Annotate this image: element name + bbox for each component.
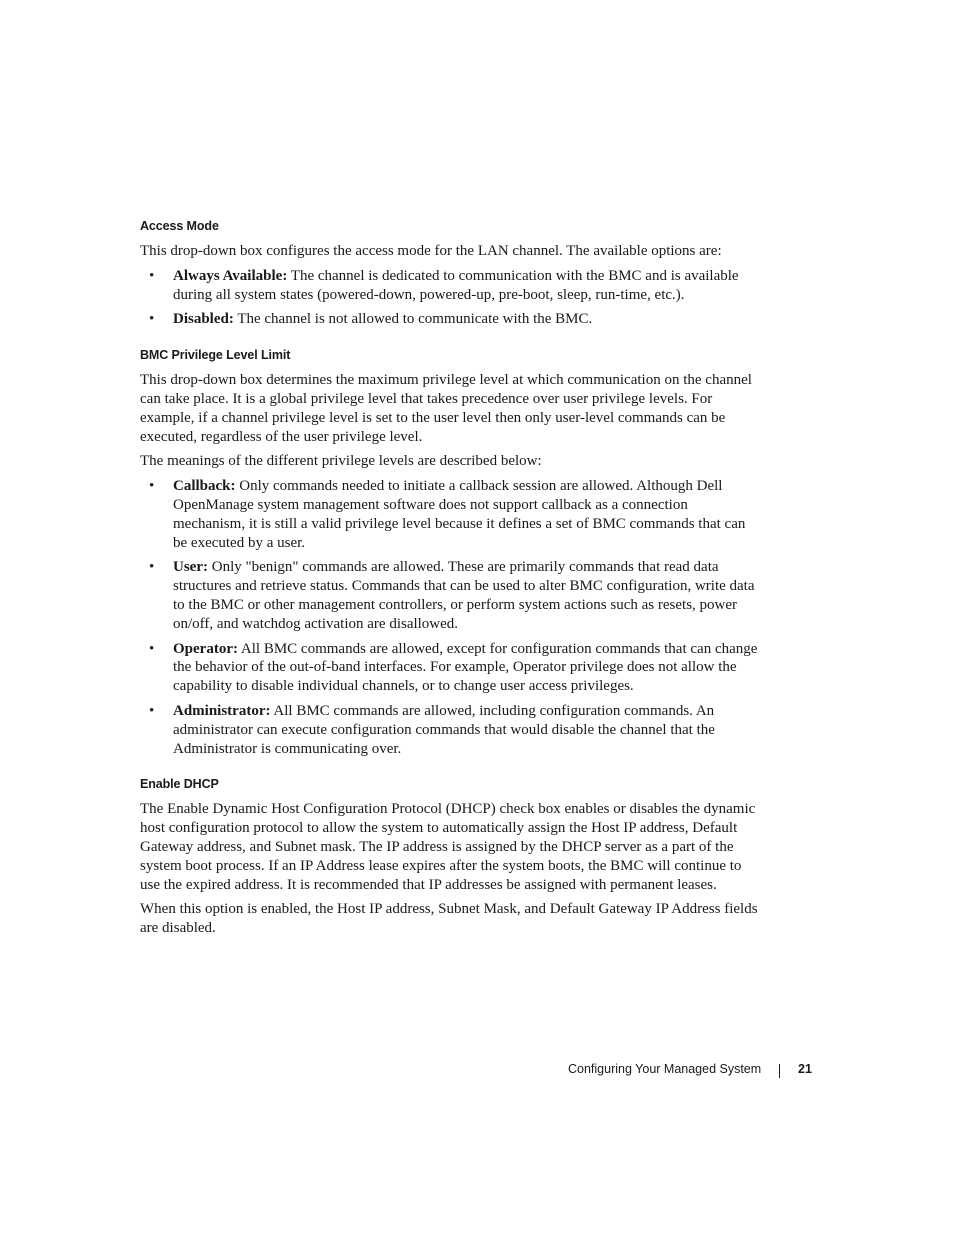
list-item-term: Always Available: bbox=[173, 267, 288, 284]
paragraph: The Enable Dynamic Host Configuration Protocol (DHCP) check box enables or disables the dynamic host configuration protocol to allow the system to automatically assign the Host IP address, Default Gateway address, and Subnet mask. The IP address is assigned by the DHCP server as a part of the system boot process. If an IP Address lease expires after the system boots, the BMC will continue to use the expired address. It is recommended that IP addresses be assigned with permanent leases. bbox=[140, 801, 756, 893]
section-heading: Access Mode bbox=[140, 219, 219, 233]
list-item-text: The channel is not allowed to communicate with the BMC. bbox=[233, 311, 593, 328]
section-enable-dhcp bbox=[140, 776, 758, 938]
section-heading: BMC Privilege Level Limit bbox=[140, 348, 291, 363]
paragraph: This drop-down box determines the maximum privilege level at which communication on the channel can take place. It is a global privilege level that takes precedence over user privilege levels. For example, if a channel privilege level is set to the user level then only user-level commands can be executed, regardless of the user privilege level. bbox=[140, 372, 752, 445]
list-item bbox=[140, 267, 758, 305]
list-item bbox=[140, 558, 758, 633]
bullet-icon: • bbox=[149, 267, 155, 284]
paragraph: The meanings of the different privilege levels are described below: bbox=[140, 453, 542, 470]
list-item-term: Administrator: bbox=[173, 702, 271, 719]
list-item bbox=[140, 477, 758, 552]
bullet-icon: • bbox=[149, 640, 155, 657]
bullet-icon: • bbox=[149, 478, 155, 495]
list-item-text: All BMC commands are allowed, except for configuration commands that can change the behavior of the out-of-band interfaces. For example, Operator privilege does not allow the capability to disable individual channels, or to change user access privileges. bbox=[173, 640, 758, 695]
paragraph: This drop-down box configures the access mode for the LAN channel. The available options are: bbox=[140, 243, 722, 259]
spacer bbox=[140, 335, 758, 347]
spacer bbox=[140, 764, 758, 776]
bullet-list bbox=[140, 477, 758, 758]
footer-title: Configuring Your Managed System bbox=[568, 1062, 762, 1076]
bullet-icon: • bbox=[149, 702, 155, 719]
list-item bbox=[140, 640, 758, 696]
section-access-mode bbox=[140, 218, 758, 329]
list-item-text: Only commands needed to initiate a callback session are allowed. Although Dell OpenManage system management software does not support callback as a connection mechanism, it is still a valid privilege level because it defines a set of BMC commands that can be executed by a user. bbox=[173, 478, 746, 551]
page-number: 21 bbox=[798, 1062, 812, 1076]
page-footer bbox=[568, 1060, 818, 1080]
list-item bbox=[140, 702, 758, 758]
bullet-icon: • bbox=[149, 311, 155, 328]
section-heading: Enable DHCP bbox=[140, 777, 219, 792]
paragraph: When this option is enabled, the Host IP address, Subnet Mask, and Default Gateway IP Address fields are disabled. bbox=[140, 901, 758, 937]
section-bmc-privilege-level-limit bbox=[140, 347, 758, 758]
page-content bbox=[140, 218, 758, 944]
footer-divider bbox=[779, 1064, 780, 1078]
list-item-text: All BMC commands are allowed, including configuration commands. An administrator can execute configuration commands that would disable the channel that the Administrator is communicating over. bbox=[173, 702, 715, 757]
list-item-text: The channel is dedicated to communication with the BMC and is available during all system states (powered-down, powered-up, pre-boot, sleep, run-time, etc.). bbox=[173, 267, 739, 303]
bullet-list bbox=[140, 267, 758, 329]
list-item-term: Operator: bbox=[173, 640, 238, 657]
list-item-term: Disabled: bbox=[173, 311, 234, 328]
list-item-term: User: bbox=[173, 559, 208, 576]
list-item-term: Callback: bbox=[173, 478, 236, 495]
bullet-icon: • bbox=[149, 559, 155, 576]
list-item bbox=[140, 310, 758, 329]
list-item-text: Only "benign" commands are allowed. These are primarily commands that read data structures and retrieve status. Commands that can be used to alter BMC configuration, write data to the BMC or other management controllers, or perform system actions such as resets, power on/off, and watchdog activation are disallowed. bbox=[173, 559, 755, 632]
